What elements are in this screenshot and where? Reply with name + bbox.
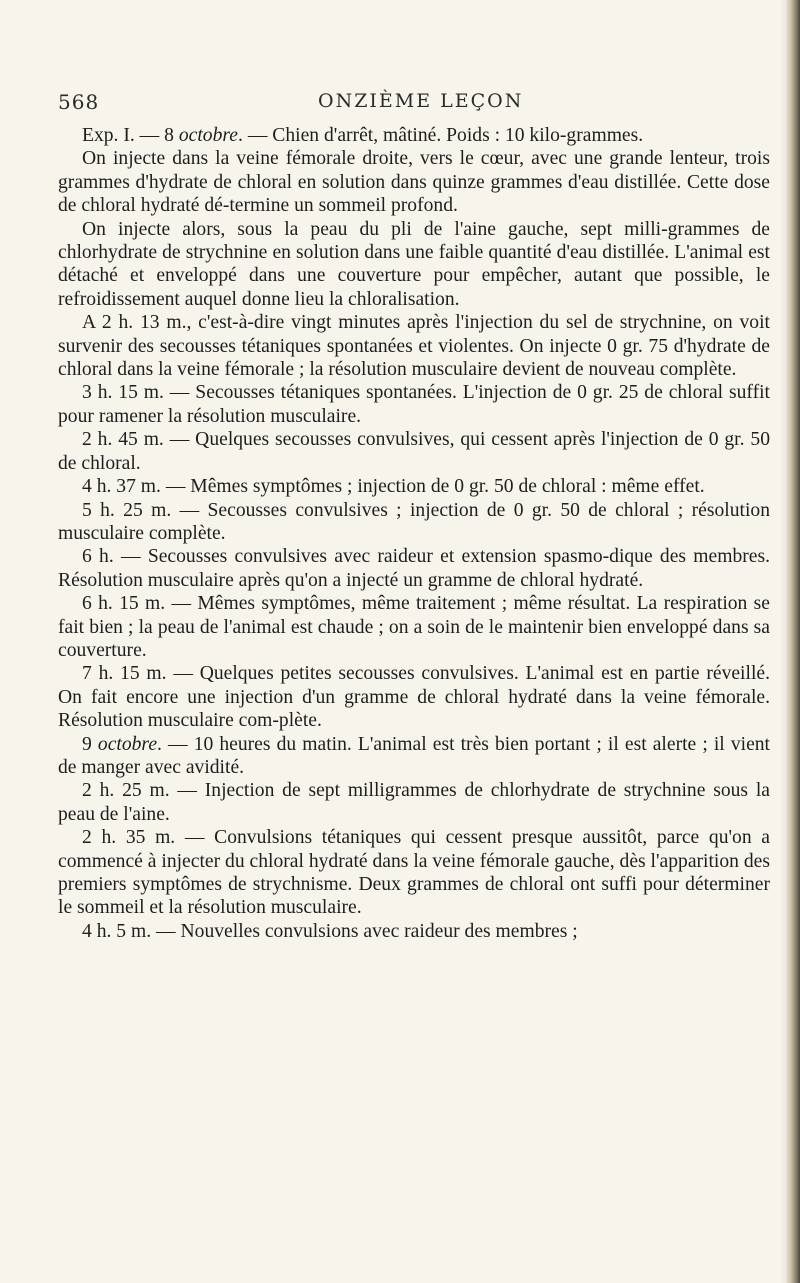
paragraph-text: 7 h. 15 m. — Quelques petites secousses convulsives. L'animal est en partie réveillé. On fait encore une injection d'un gramme de chloral hydraté dans la veine fémorale. Résolution musculaire com-plète.: [58, 663, 770, 732]
paragraph: [58, 218, 770, 312]
paragraph-text: A 2 h. 13 m., c'est-à-dire vingt minutes après l'injection du sel de strychnine, on voit survenir des secousses tétaniques spontanées et violentes. On injecte 0 gr. 75 d'hydrate de chloral dans la veine fémorale ; la résolution musculaire devient de nouveau complète.: [58, 312, 770, 381]
paragraph: [58, 428, 770, 475]
paragraph-text: 6 h. — Secousses convulsives avec raideur et extension spasmo-dique des membres. Résolution musculaire après qu'on a injecté un gramme de chloral hydraté.: [58, 546, 770, 591]
paragraph-text: 4 h. 37 m. — Mêmes symptômes ; injection de 0 gr. 50 de chloral : même effet.: [82, 476, 705, 498]
paragraph: [58, 147, 770, 217]
running-head: [58, 90, 758, 120]
paragraph: [58, 733, 770, 780]
paragraph: [58, 499, 770, 546]
paragraph-italic: octobre: [178, 125, 239, 146]
paragraph-lead: Exp. I. — 8: [82, 125, 179, 146]
paragraph: [58, 381, 770, 428]
paragraph-text: 2 h. 25 m. — Injection de sept milligrammes de chlorhydrate de strychnine sous la peau de l'aine.: [58, 780, 770, 825]
paragraph: [58, 662, 770, 732]
paragraph-text: 2 h. 45 m. — Quelques secousses convulsives, qui cessent après l'injection de 0 gr. 50 de chloral.: [58, 429, 770, 474]
paragraph-lead: 9: [82, 733, 98, 755]
paragraph-text: 4 h. 5 m. — Nouvelles convulsions avec raideur des membres ;: [82, 920, 578, 942]
paragraph: [58, 826, 770, 920]
paragraph: [58, 779, 770, 826]
paragraph-italic: octobre: [97, 733, 158, 755]
chapter-title: ONZIÈME LEÇON: [318, 90, 524, 112]
paragraph-text: . — Chien d'arrêt, mâtiné. Poids : 10 kilo-grammes.: [238, 125, 644, 146]
paragraph-text: 6 h. 15 m. — Mêmes symptômes, même traitement ; même résultat. La respiration se fait bien ; la peau de l'animal est chaude ; on a soin de le maintenir bien enveloppé dans sa couverture.: [58, 593, 770, 661]
paragraph-text: 5 h. 25 m. — Secousses convulsives ; injection de 0 gr. 50 de chloral ; résolution musculaire complète.: [58, 499, 770, 544]
paragraph: [58, 592, 770, 662]
paragraph: [58, 475, 770, 498]
page-number: 568: [58, 90, 100, 114]
book-binding-edge: [786, 0, 800, 1283]
paragraph: [58, 124, 770, 147]
paragraph: [58, 920, 770, 943]
paragraph-text: 3 h. 15 m. — Secousses tétaniques spontanées. L'injection de 0 gr. 25 de chloral suffit pour ramener la résolution musculaire.: [58, 382, 770, 427]
paragraph-text: 2 h. 35 m. — Convulsions tétaniques qui cessent presque aussitôt, parce qu'on a commencé à injecter du chloral hydraté dans la veine fémorale gauche, dès l'apparition des premiers symptômes de strychnisme. Deux grammes de chloral ont suffi pour déterminer le sommeil et la résolution musculaire.: [58, 827, 770, 919]
body-text: [58, 124, 770, 943]
paragraph: [58, 311, 770, 381]
paragraph: [58, 545, 770, 592]
paragraph-text: On injecte alors, sous la peau du pli de l'aine gauche, sept milli-grammes de chlorhydrate de strychnine en solution dans une faible quantité d'eau distillée. L'animal est détaché et enveloppé dans une couverture pour empêcher, autant que possible, le refroidissement auquel donne lieu la chloralisation.: [58, 218, 770, 310]
paragraph-text: On injecte dans la veine fémorale droite, vers le cœur, avec une grande lenteur, trois grammes d'hydrate de chloral en solution dans quinze grammes d'eau distillée. Cette dose de chloral hydraté dé-termine un sommeil profond.: [58, 148, 770, 217]
paragraph-text: . — 10 heures du matin. L'animal est très bien portant ; il est alerte ; il vient de manger avec avidité.: [58, 733, 771, 778]
